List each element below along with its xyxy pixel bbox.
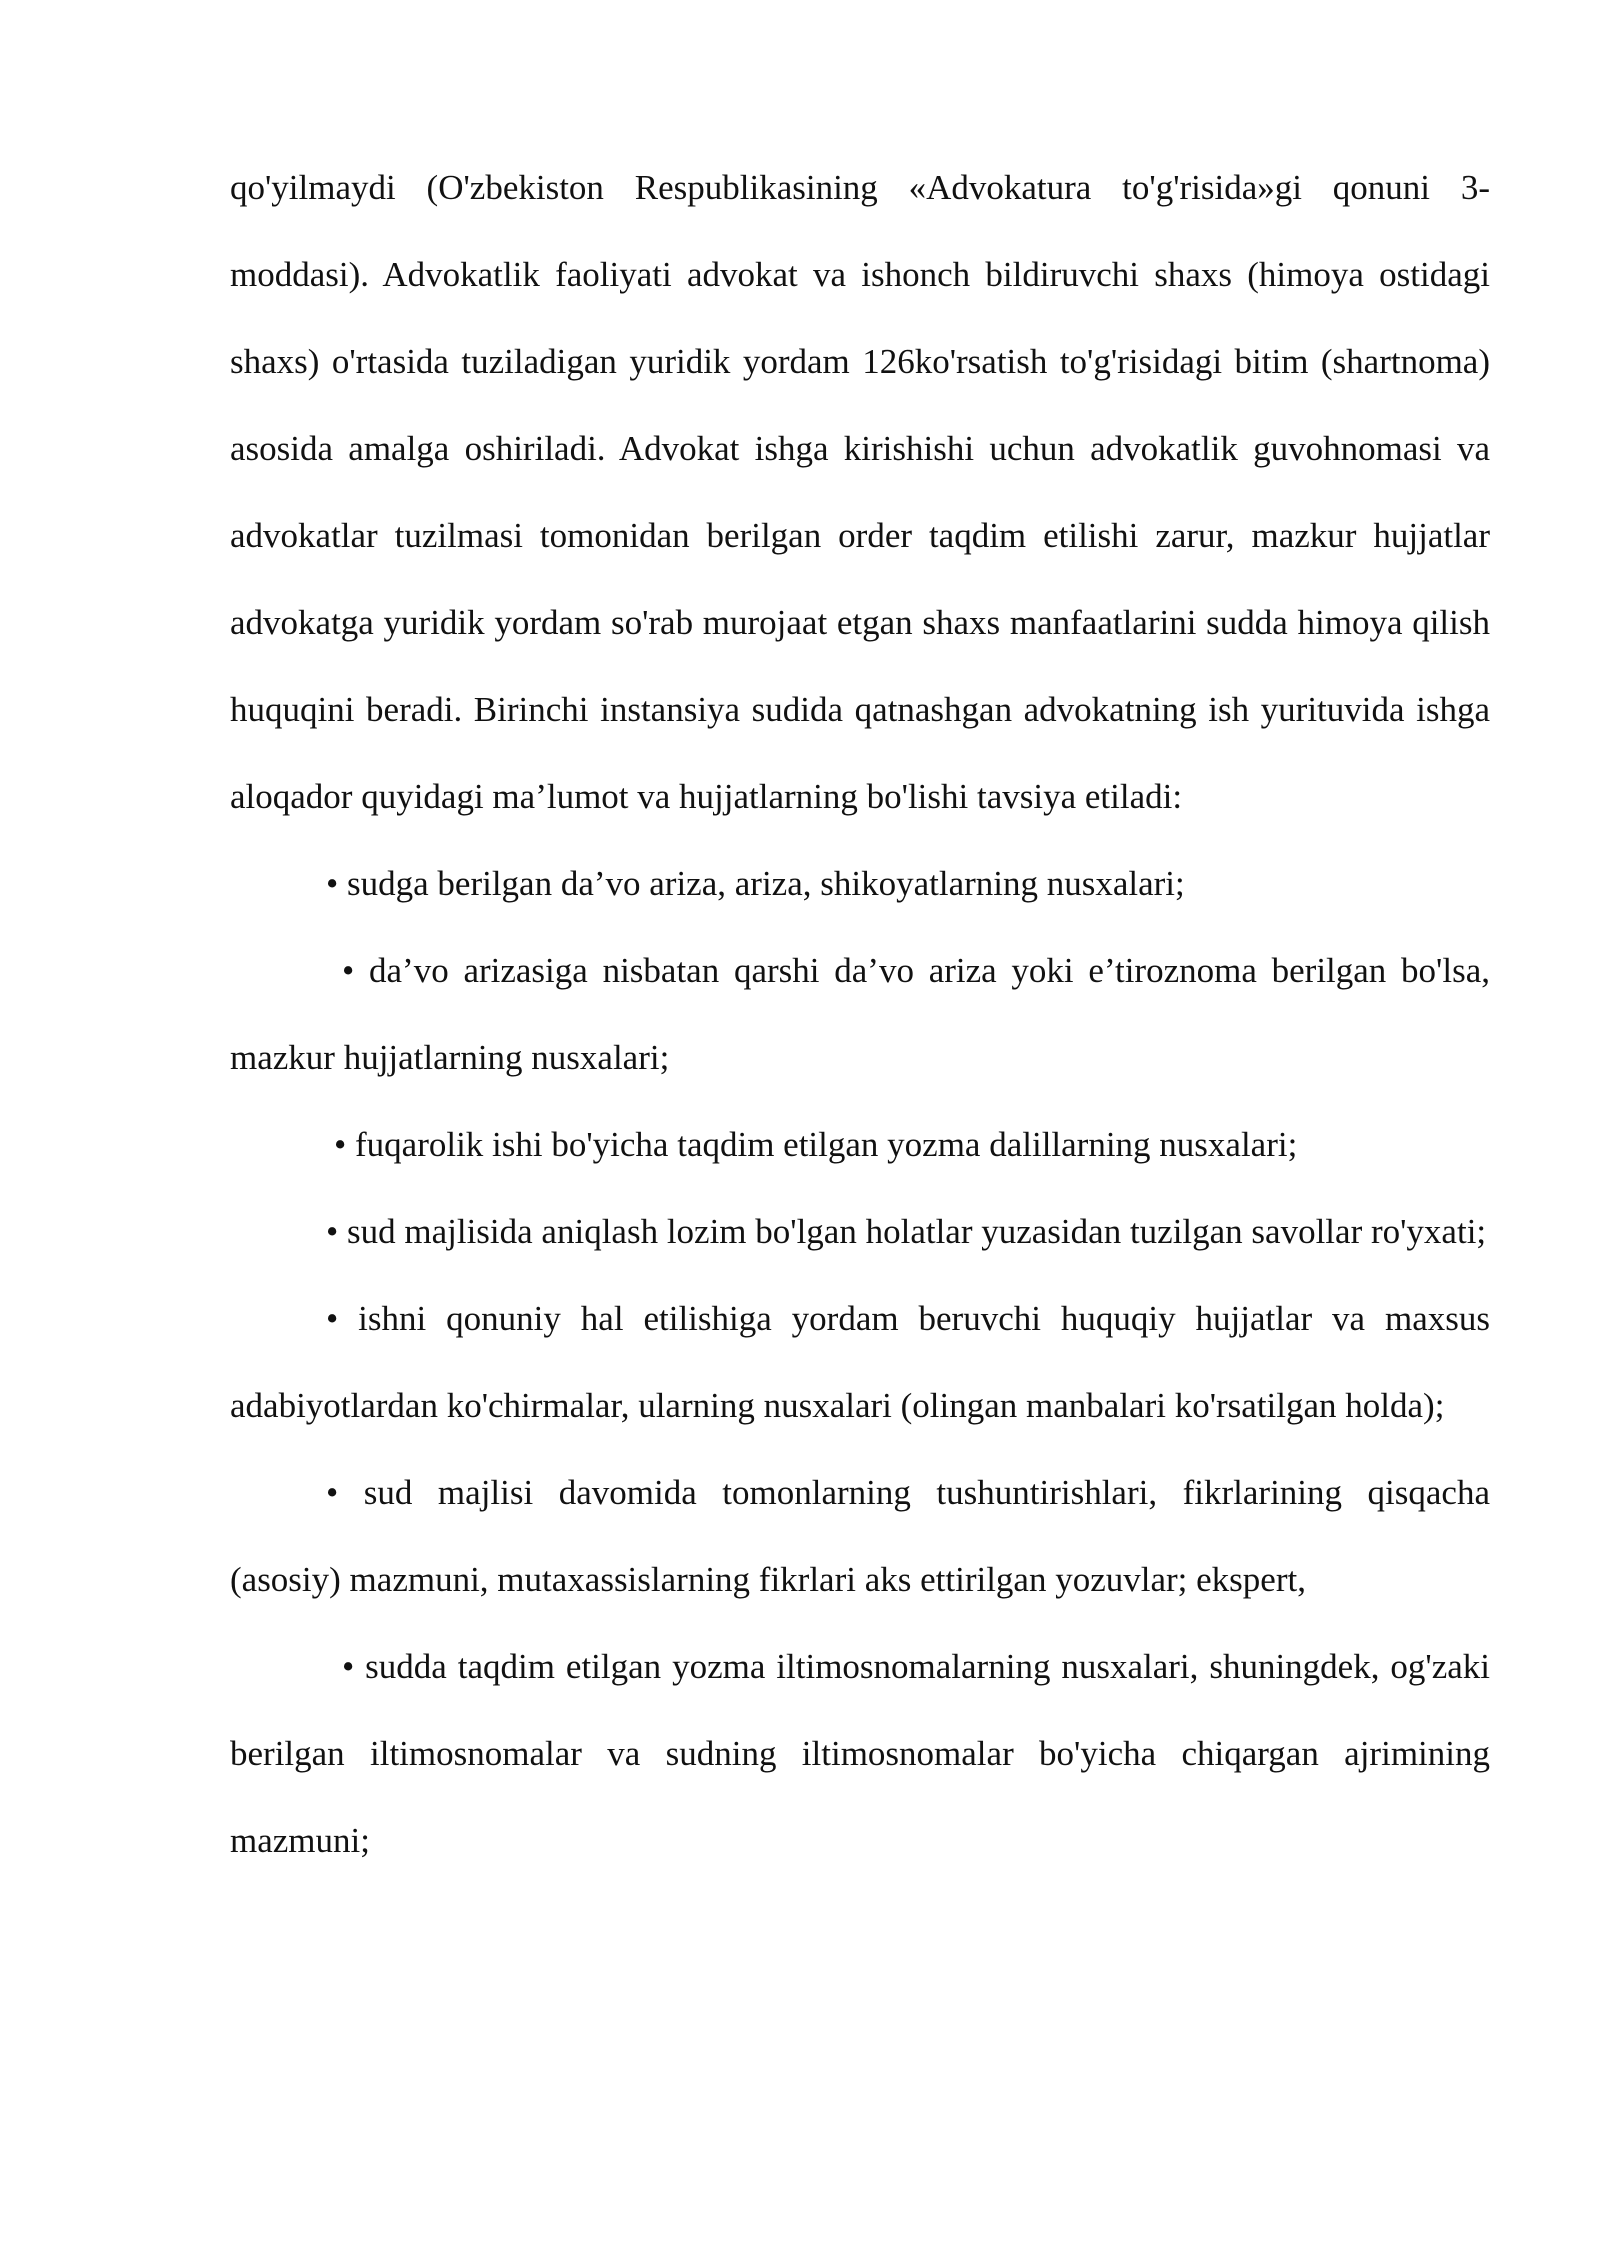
- bullet-item-written-evidence: • fuqarolik ishi bo'yicha taqdim etilgan yozma dalillarning nusxalari;: [334, 1125, 1298, 1164]
- bullet-item-motions: • sudda taqdim etilgan yozma iltimosnomalarning nusxalari, shuningdek, og'zaki berilgan iltimosnomalar va sudning iltimosnomalar bo'yicha chiqargan ajrimining mazmuni;: [230, 1647, 1490, 1860]
- bullet-item-claims: • sudga berilgan da’vo ariza, ariza, shikoyatlarning nusxalari;: [326, 864, 1185, 903]
- body-paragraph: qo'yilmaydi (O'zbekiston Respublikasining «Advokatura to'g'risida»gi qonuni 3-moddasi). Advokatlik faoliyati advokat va ishonch bildiruvchi shaxs (himoya ostidagi shaxs) o'rtasida tuziladigan yuridik yordam 126ko'rsatish to'g'risidagi bitim (shartnoma) asosida amalga oshiriladi. Advokat ishga kirishishi uchun advokatlik guvohnomasi va advokatlar tuzilmasi tomonidan berilgan order taqdim etilishi zarur, mazkur hujjatlar advokatga yuridik yordam so'rab murojaat etgan shaxs manfaatlarini sudda himoya qilish huquqini beradi. Birinchi instansiya sudida qatnashgan advokatning ish yurituvida ishga aloqador quyidagi ma’lumot va hujjatlarning bo'lishi tavsiya etiladi:: [230, 168, 1490, 816]
- bullet-item-hearing-notes: • sud majlisi davomida tomonlarning tushuntirishlari, fikrlarining qisqacha (asosiy) mazmuni, mutaxassislarning fikrlari aks ettirilgan yozuvlar; ekspert,: [230, 1473, 1490, 1599]
- bullet-item-counterclaim: • da’vo arizasiga nisbatan qarshi da’vo ariza yoki e’tiroznoma berilgan bo'lsa, mazkur hujjatlarning nusxalari;: [230, 951, 1490, 1077]
- document-body: [230, 144, 1490, 1884]
- bullet-item-legal-extracts: • ishni qonuniy hal etilishiga yordam beruvchi huquqiy hujjatlar va maxsus adabiyotlardan ko'chirmalar, ularning nusxalari (olingan manbalari ko'rsatilgan holda);: [230, 1299, 1490, 1425]
- bullet-item-questions-list: • sud majlisida aniqlash lozim bo'lgan holatlar yuzasidan tuzilgan savollar ro'yxati;: [326, 1212, 1487, 1251]
